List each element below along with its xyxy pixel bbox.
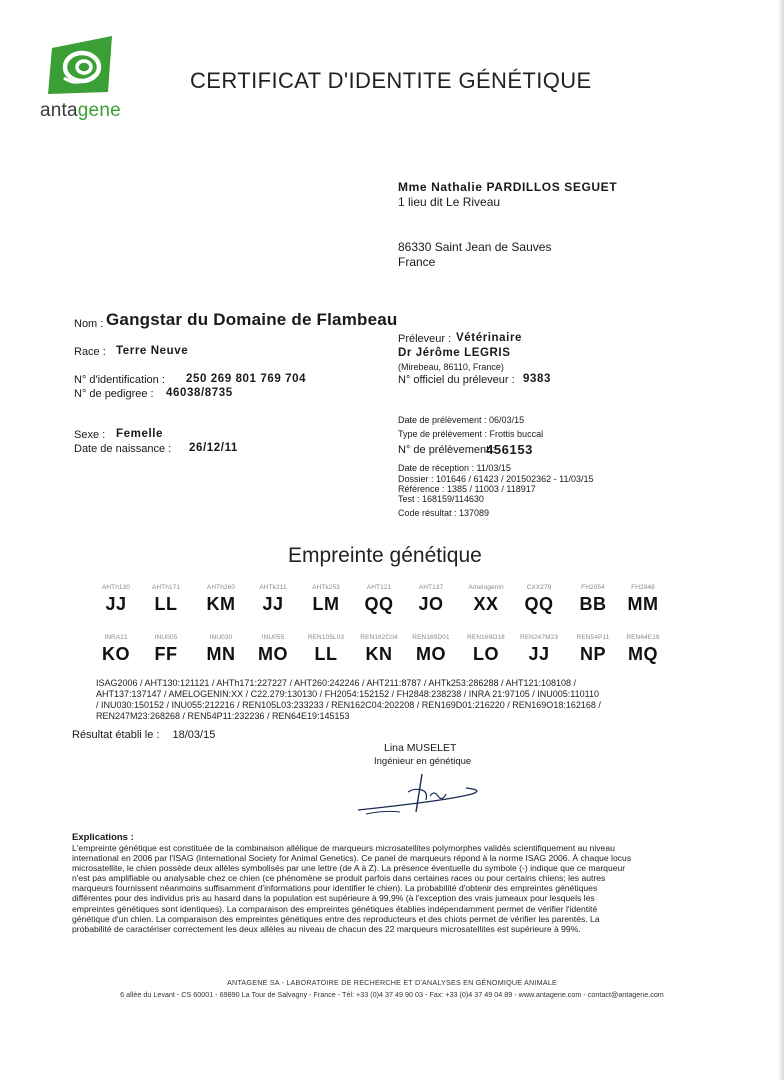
sampler-official-label: N° officiel du préleveur :	[398, 374, 515, 386]
result-date-line	[72, 729, 215, 741]
marker-value: KM	[206, 594, 236, 614]
marker-name: REN105L03	[307, 634, 345, 641]
marker-value: JJ	[528, 644, 550, 664]
marker-cell	[621, 634, 665, 665]
marker-name: REN54P11	[576, 634, 610, 641]
marker-value: MM	[627, 594, 659, 614]
sex-label: Sexe :	[74, 429, 106, 441]
marker-name: REN247M23	[519, 634, 559, 641]
reception-date: Date de réception : 11/03/15	[398, 463, 511, 473]
signature-image	[356, 766, 486, 818]
marker-name: AHTh171	[151, 584, 181, 591]
marker-name: INU030	[209, 634, 233, 641]
birth-date-label: Date de naissance :	[74, 443, 172, 455]
sampler-label: Préleveur :	[398, 333, 452, 345]
marker-value: JJ	[105, 594, 127, 614]
marker-cell	[517, 634, 561, 665]
sample-number: 456153	[486, 442, 533, 457]
signer-name: Lina MUSELET	[384, 742, 457, 754]
marker-name: REN162C04	[360, 634, 398, 641]
marker-name: AHTh260	[206, 584, 236, 591]
test-number: Test : 168159/114630	[398, 494, 484, 504]
race-label: Race :	[74, 346, 106, 358]
sample-date: Date de prélèvement : 06/03/15	[398, 415, 525, 425]
marker-cell	[251, 634, 295, 665]
marker-name: AHTk211	[259, 584, 287, 591]
identification-value: 250 269 801 769 704	[186, 373, 307, 385]
explanations-title: Explications :	[72, 832, 134, 843]
marker-value: MN	[206, 644, 236, 664]
marker-cell	[571, 584, 615, 615]
marker-name: AHT137	[418, 584, 444, 591]
marker-cell	[144, 584, 188, 615]
marker-value: LM	[312, 594, 340, 614]
signer-role: Ingénieur en génétique	[374, 756, 472, 767]
marker-cell	[621, 584, 665, 615]
marker-cell	[357, 584, 401, 615]
marker-name: AHT121	[366, 584, 392, 591]
birth-date-value: 26/12/11	[189, 442, 238, 454]
marker-value: LO	[473, 644, 499, 664]
explanation-line: génétique d'un chien. La comparaison des empreintes génétiques entre des reproducteurs et des chiots permet de vérifier les parentés. La	[72, 913, 600, 924]
marker-name: FH2848	[631, 584, 655, 591]
footer-contact: 6 allée du Levant - CS 60001 - 69890 La Tour de Salvagny - France - Tél: +33 (0)4 37 49 90 03 - Fax: +33 (0)4 37 49 04 89 - www.antagene.com - contact@antagene.com	[120, 990, 664, 999]
marker-cell	[464, 634, 508, 665]
animal-name: Gangstar du Domaine de Flambeau	[106, 310, 398, 329]
sampler-official-number: 9383	[523, 373, 551, 385]
marker-name: REN169O18	[467, 634, 505, 641]
sex-value: Femelle	[116, 428, 164, 440]
marker-value: LL	[154, 594, 178, 614]
logo-wordmark: antagene	[40, 100, 121, 121]
explanation-line: n'est pas amplifiable ou analysable chez ce chien (ce phénomène se produit parfois dans certaines races ou pour certains chiens; les autres	[72, 873, 606, 884]
marker-value: BB	[579, 594, 607, 614]
result-date: 18/03/15	[172, 729, 216, 741]
sample-number-label: N° de prélèvement :	[398, 444, 496, 456]
sampler-location: (Mirebeau, 86110, France)	[398, 362, 504, 372]
marker-value: MO	[258, 644, 288, 664]
reference: Référence : 1385 / 11003 / 118917	[398, 484, 536, 494]
marker-cell	[199, 634, 243, 665]
allele-line: AHT137:137147 / AMELOGENIN:XX / C22.279:130130 / FH2054:152152 / FH2848:238238 / INRA 21:97105 / INU005:110110	[96, 689, 599, 699]
marker-cell	[199, 584, 243, 615]
marker-cell	[94, 584, 138, 615]
certificate-title: CERTIFICAT D'IDENTITE GÉNÉTIQUE	[190, 68, 592, 93]
explanation-line: microsatellite, le chien possède deux allèles symbolisés par une lettre (de A à Z). La présence éventuelle du symbole (-) indique que ce marqueur	[72, 863, 626, 874]
marker-value: LL	[314, 644, 338, 664]
sampler-name: Dr Jérôme LEGRIS	[398, 347, 511, 359]
explanation-line: différentes pour des individus pris au hasard dans la population est supérieure à 99,9% (à l'exception des vrais jumeaux pour lesquels les	[72, 893, 595, 904]
owner-address-line2: 86330 Saint Jean de Sauves	[398, 240, 552, 254]
marker-name: INRA21	[104, 634, 128, 641]
explanation-line: marqueurs fournissent néanmoins suffisamment d'informations pour identifier le chien). La probabilité d'obtenir des empreintes génétiques	[72, 883, 598, 894]
marker-value: NP	[579, 644, 606, 664]
marker-cell	[464, 584, 508, 615]
marker-cell	[94, 634, 138, 665]
marker-name: CXX279	[526, 584, 552, 591]
footer-company: ANTAGENE SA - LABORATOIRE DE RECHERCHE ET D'ANALYSES EN GÉNOMIQUE ANIMALE	[226, 978, 558, 987]
allele-line: / INU030:150152 / INU055:212216 / REN105L03:233233 / REN162C04:202208 / REN169D01:216220 / REN169O18:162168 /	[96, 700, 601, 710]
marker-value: QQ	[524, 594, 554, 614]
marker-name: INU005	[154, 634, 178, 641]
explanation-line: empreintes génétiques sont identiques). La comparaison des empreintes génétiques établies indépendamment permet de vérifier l'identité	[72, 903, 598, 914]
marker-value: XX	[473, 594, 499, 614]
explanation-line: L'empreinte génétique est constituée de la combinaison allélique de marqueurs microsatellites polymorphes validés scientifiquement au niveau	[72, 843, 615, 853]
marker-value: MO	[416, 644, 446, 664]
result-date-label: Résultat établi le :	[72, 729, 160, 741]
marker-value: QQ	[364, 594, 394, 614]
sampler-type: Vétérinaire	[456, 332, 523, 344]
marker-cell	[517, 584, 561, 615]
owner-name: Mme Nathalie PARDILLOS SEGUET	[398, 180, 618, 194]
marker-cell	[304, 584, 348, 615]
allele-line: REN247M23:268268 / REN54P11:232236 / REN64E19:145153	[96, 711, 350, 721]
allele-detail	[96, 678, 616, 722]
explanation-line: probabilité de caractériser correctement les deux allèles au niveau de chacun des 22 marqueurs microsatellites est supérieure à 99%.	[72, 923, 581, 934]
marker-value: JJ	[262, 594, 284, 614]
fingerprint-title: Empreinte génétique	[288, 544, 482, 567]
owner-address-line1: 1 lieu dit Le Riveau	[398, 195, 501, 209]
marker-name: AHTk253	[312, 584, 340, 591]
page-edge-shadow	[778, 0, 784, 1080]
marker-name: REN64E19	[626, 634, 660, 641]
marker-value: MQ	[628, 644, 658, 664]
explanation-line: international en 2006 par l'ISAG (International Society for Animal Genetics). Ce panel de marqueurs répond à la norme ISAG 2006. À chaque locus	[72, 853, 632, 864]
marker-value: FF	[154, 644, 178, 664]
marker-cell	[251, 584, 295, 615]
dossier: Dossier : 101646 / 61423 / 201502362 - 11/03/15	[398, 474, 594, 484]
marker-value: JO	[418, 594, 444, 614]
marker-name: INU055	[261, 634, 285, 641]
race-value: Terre Neuve	[116, 345, 189, 357]
marker-cell	[409, 634, 453, 665]
allele-line: ISAG2006 / AHT130:121121 / AHTh171:227227 / AHT260:242246 / AHT211:8787 / AHTk253:286288 / AHT121:108108 /	[96, 678, 577, 688]
explanations-text	[72, 843, 692, 934]
marker-cell	[144, 634, 188, 665]
animal-name-label: Nom :	[74, 318, 104, 330]
marker-cell	[357, 634, 401, 665]
marker-cell	[571, 634, 615, 665]
marker-cell	[304, 634, 348, 665]
marker-name: Amelogenin	[468, 584, 504, 591]
marker-name: AHTh130	[101, 584, 131, 591]
marker-cell	[409, 584, 453, 615]
antagene-logo-icon	[46, 34, 116, 96]
pedigree-value: 46038/8735	[166, 387, 233, 399]
marker-name: REN169D01	[412, 634, 450, 641]
result-code: Code résultat : 137089	[398, 508, 490, 518]
pedigree-label: N° de pedigree :	[74, 388, 154, 400]
marker-value: KO	[102, 644, 130, 664]
marker-name: FH2054	[581, 584, 605, 591]
sample-type: Type de prélèvement : Frottis buccal	[398, 429, 544, 439]
identification-label: N° d'identification :	[74, 374, 165, 386]
owner-country: France	[398, 255, 436, 269]
marker-value: KN	[365, 644, 393, 664]
